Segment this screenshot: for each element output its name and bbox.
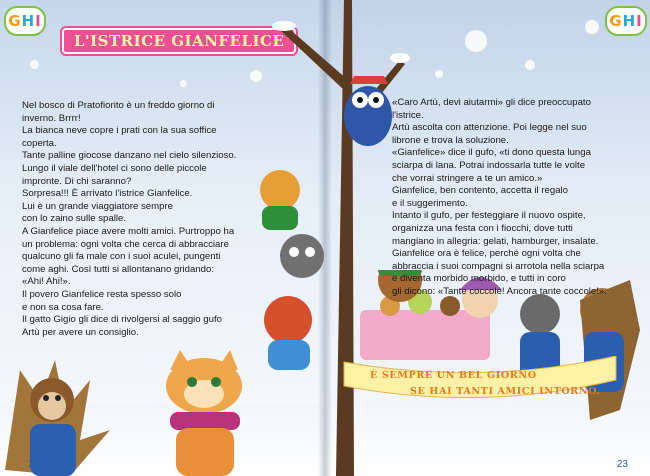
story-title: L'ISTRICE GIANFELICE	[62, 28, 296, 54]
story-line: inverno. Brrrr!	[22, 112, 81, 124]
story-line: Tante palline giocose danzano nel cielo silenzioso.	[22, 150, 237, 162]
logo-letter: I	[35, 12, 42, 30]
banner-line-2: SE HAI TANTI AMICI INTORNO.	[410, 386, 601, 397]
ghi-logo	[605, 6, 647, 36]
story-line: un problema: ogni volta che cerca di abbracciare	[22, 238, 229, 250]
story-line: qualcuno gli fa male con i suoi aculei, pungenti	[22, 251, 221, 263]
story-line: Il gatto Gigio gli dice di rivolgersi al saggio gufo	[22, 314, 222, 326]
porcupine-illustration	[0, 340, 120, 476]
logo-letter: G	[609, 12, 623, 30]
logo-letter: H	[21, 12, 36, 30]
story-line: mangiano in allegria: gelati, hamburger, insalate.	[392, 235, 599, 247]
story-line: coperta.	[22, 137, 57, 149]
story-line: «Gianfelice» dice il gufo, «ti dono questa lunga	[392, 147, 591, 159]
right-story-text	[392, 97, 628, 299]
story-line: Artù per avere un consiglio.	[22, 326, 139, 338]
ghi-logo	[4, 6, 46, 36]
story-line: «Caro Artù, devi aiutarmi» gli dice preoccupato	[392, 97, 591, 108]
story-line: come aghi. Così tutti si allontanano gridando:	[22, 263, 214, 275]
snowflake	[180, 80, 187, 87]
snowflake	[465, 30, 487, 52]
snowflake	[30, 60, 39, 69]
story-line: Artù ascolta con attenzione. Poi legge nel suo	[392, 122, 587, 134]
story-line: La bianca neve copre i prati con la sua soffice	[22, 125, 217, 137]
page-number: 22	[28, 459, 40, 470]
story-line: librone e trova la soluzione.	[392, 134, 509, 146]
story-line: Intanto il gufo, per festeggiare il nuovo ospite,	[392, 210, 586, 222]
banner-line-1: È SEMPRE UN BEL GIORNO	[370, 370, 537, 381]
story-line: Il povero Gianfelice resta spesso solo	[22, 288, 182, 300]
story-line: Nel bosco di Pratofiorito è un freddo giorno di	[22, 100, 215, 111]
story-line: Lui è un grande viaggiatore sempre	[22, 200, 173, 212]
story-line: e il suggerimento.	[392, 197, 468, 209]
left-story-text	[22, 100, 262, 339]
story-line: abbraccia i suoi compagni si arrotola nella sciarpa	[392, 260, 605, 272]
snowflake	[525, 60, 535, 70]
story-line: Lungo il viale dell'hotel ci sono delle piccole	[22, 162, 207, 174]
story-line: organizza una festa con i fiocchi, dove tutti	[392, 222, 573, 234]
story-line: che vorrai stringere a te un amico.»	[392, 172, 543, 184]
message-banner	[340, 356, 620, 402]
logo-letter: G	[8, 12, 22, 30]
logo-letter: H	[622, 12, 637, 30]
snowflake	[585, 20, 599, 34]
page-number: 23	[616, 459, 628, 470]
story-line: sciarpa di lana. Potrai indossarla tutte le volte	[392, 159, 586, 171]
story-line: l'istrice.	[392, 109, 424, 121]
story-line: Gianfelice ora è felice, perché ogni volta che	[392, 248, 581, 260]
logo-letter: I	[636, 12, 643, 30]
story-line: «Ahi! Ahi!».	[22, 276, 71, 288]
story-line: e diventa morbido morbido, e tutti in coro	[392, 273, 566, 285]
snowflake	[435, 70, 443, 78]
story-line: e non sa cosa fare.	[22, 301, 104, 313]
story-line: Sorpresa!!! È arrivato l'istrice Gianfelice.	[22, 188, 193, 200]
story-line: impronte. Di chi saranno?	[22, 175, 132, 187]
story-line: con lo zaino sulle spalle.	[22, 213, 126, 225]
story-line: gli dicono: «Tante coccole! Ancora tante coccole!».	[392, 285, 607, 297]
story-line: A Gianfelice piace avere molti amici. Purtroppo ha	[22, 225, 235, 237]
story-line: Gianfelice, ben contento, accetta il regalo	[392, 185, 568, 197]
